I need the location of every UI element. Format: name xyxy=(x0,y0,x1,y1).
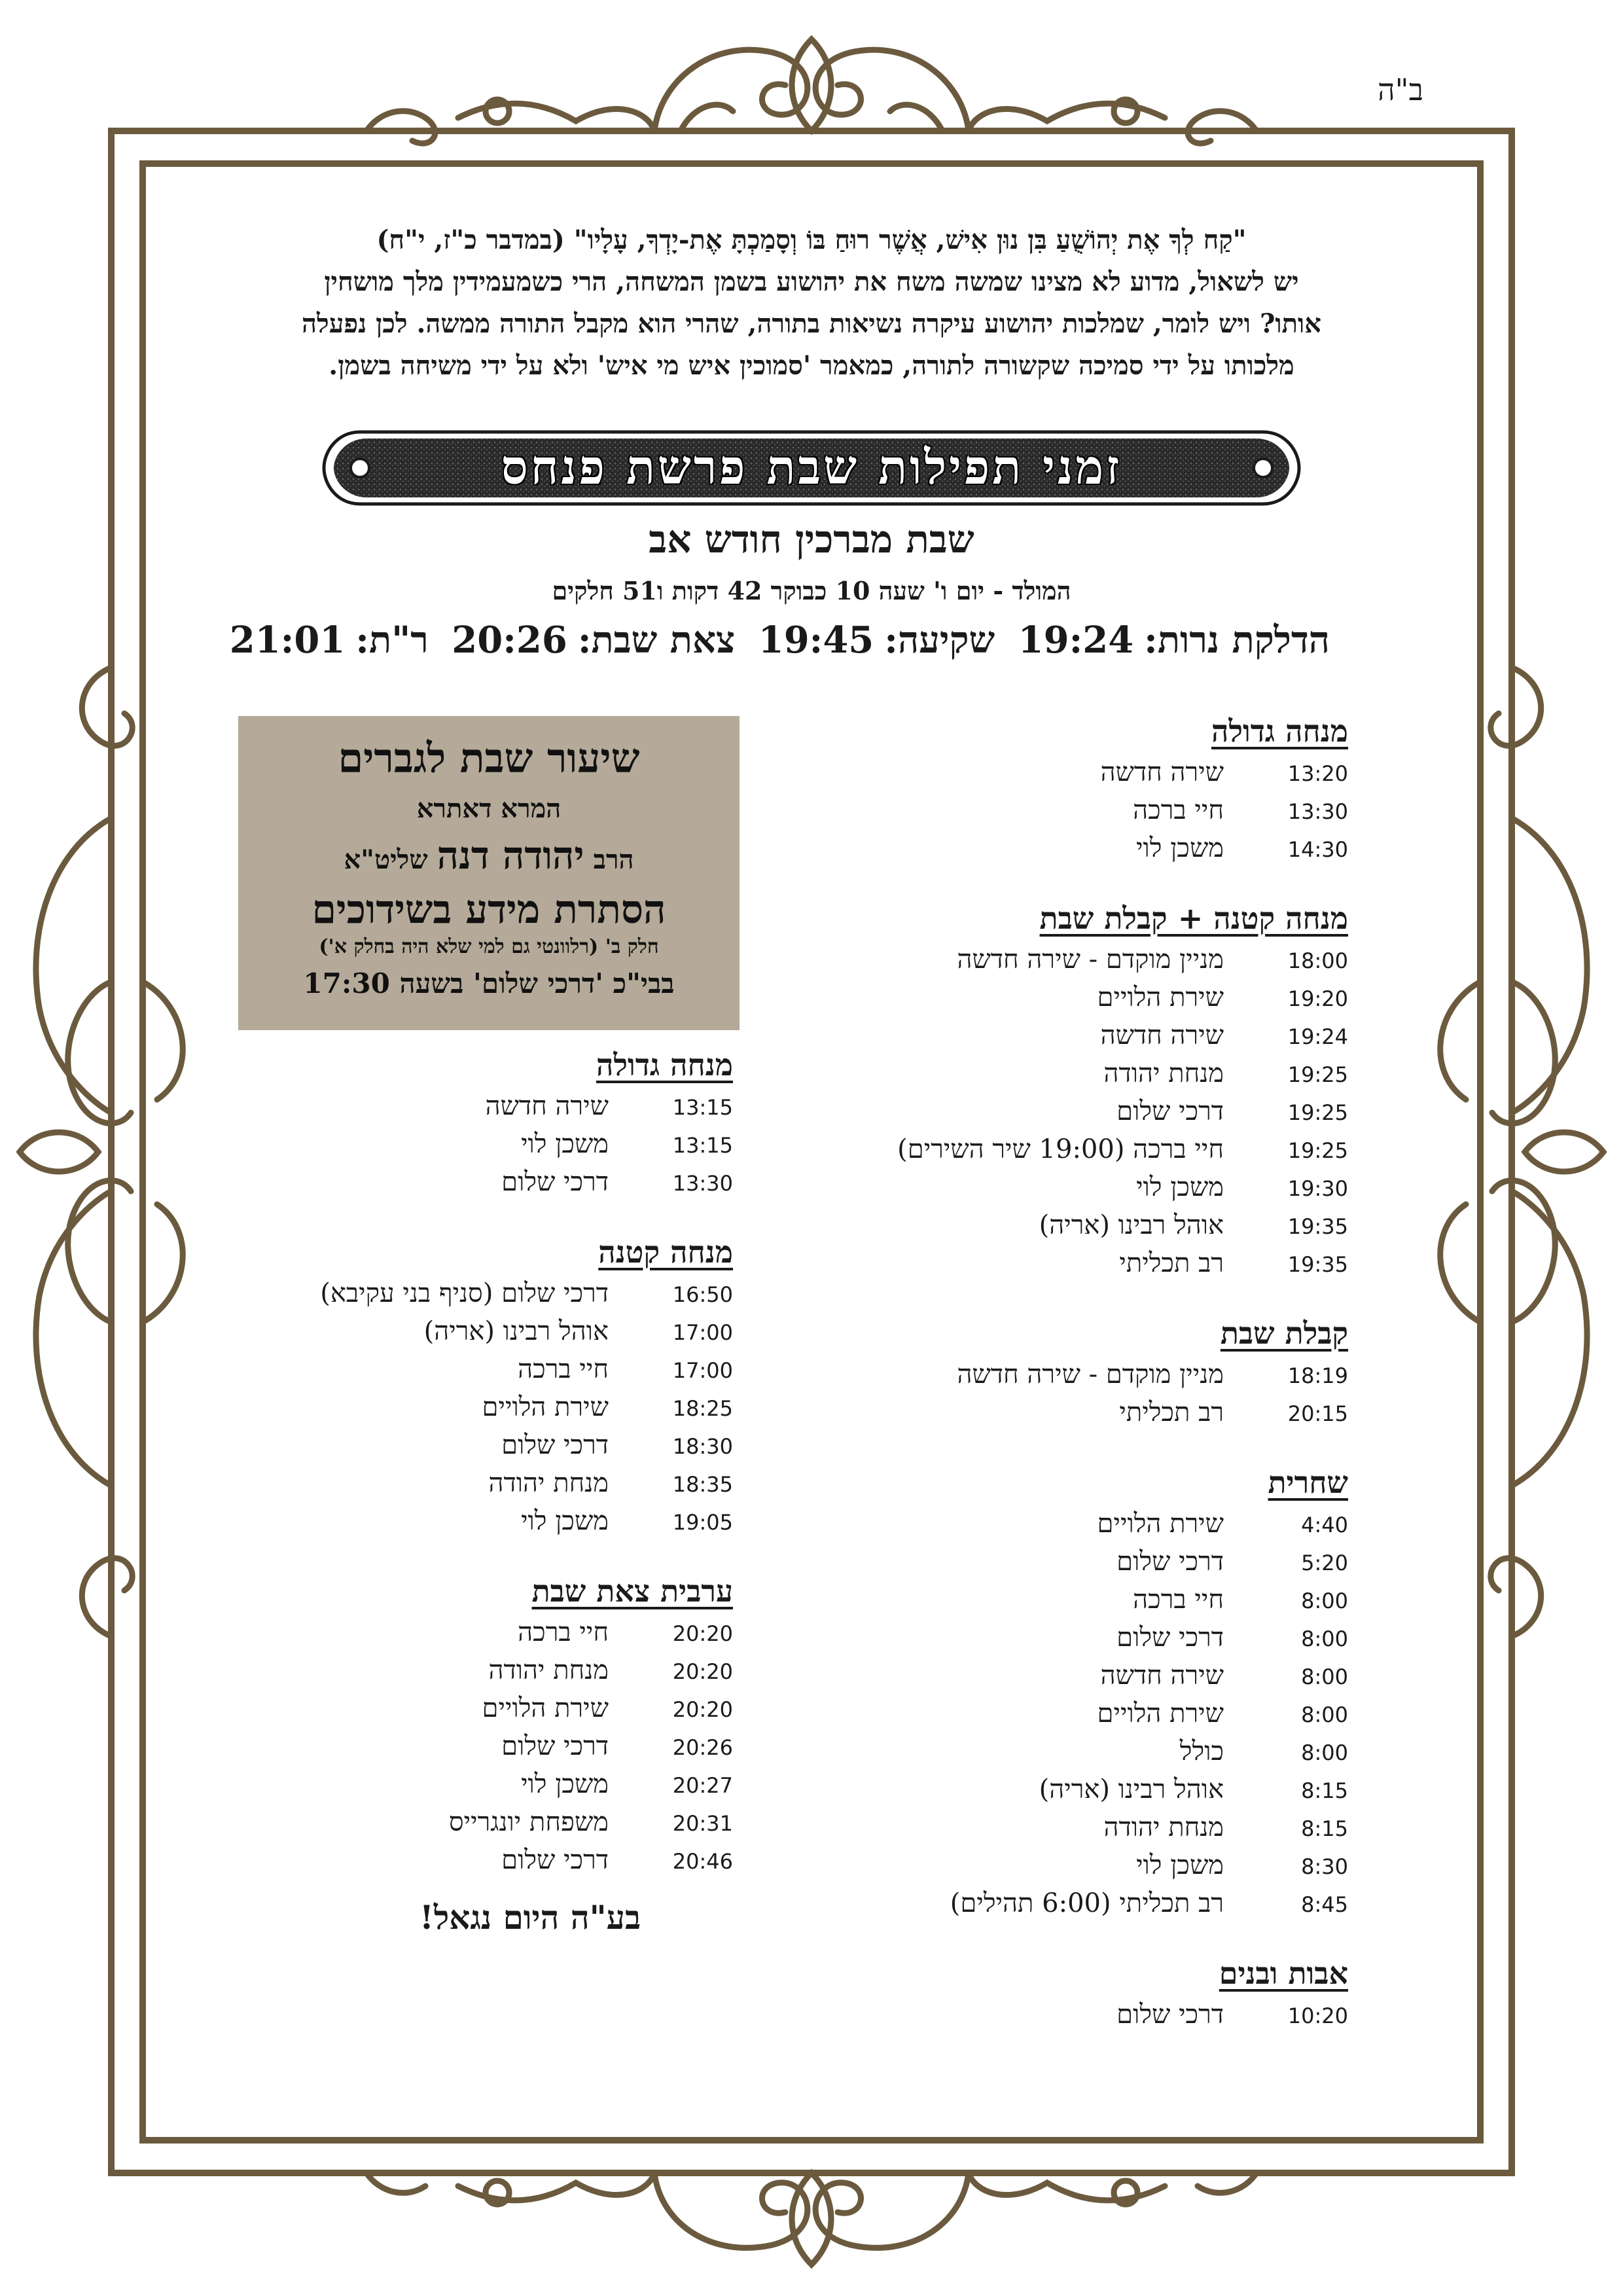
prayer-time: 16:50 xyxy=(672,1282,733,1307)
synagogue-name: דרכי שלום xyxy=(501,1167,609,1197)
prayer-time: 4:40 xyxy=(1301,1513,1348,1537)
synagogue-name: חיי ברכה (19:00 שיר השירים) xyxy=(897,1134,1224,1164)
schedule-row xyxy=(890,1622,1348,1660)
rabbi-prefix: הרב xyxy=(593,844,634,875)
prayer-time: 13:15 xyxy=(672,1095,733,1120)
synagogue-name: שירת הלויים xyxy=(482,1693,609,1723)
prayer-time: 8:00 xyxy=(1301,1664,1348,1689)
schedule-row xyxy=(890,1020,1348,1058)
prayer-time: 18:19 xyxy=(1287,1363,1348,1388)
synagogue-name: אוהל רבינו (אריה) xyxy=(423,1316,609,1346)
schedule-row xyxy=(890,1397,1348,1435)
schedule-row xyxy=(890,1210,1348,1247)
prayer-time: 19:24 xyxy=(1287,1024,1348,1049)
prayer-time: 20:20 xyxy=(672,1621,733,1646)
prayer-time: 19:35 xyxy=(1287,1214,1348,1239)
schedule-row xyxy=(890,1096,1348,1134)
synagogue-name: משכן לוי xyxy=(521,1769,609,1799)
prayer-time: 13:15 xyxy=(672,1133,733,1158)
prayer-time: 19:05 xyxy=(672,1510,733,1535)
shabbat-name: שבת מברכין חודש אב xyxy=(649,517,974,562)
schedule-row xyxy=(275,1090,733,1128)
prayer-time: 19:20 xyxy=(1287,986,1348,1011)
rt-time: 21:01 xyxy=(229,619,346,662)
intro-line: מלכותו על ידי סמיכה שקשורה לתורה, כמאמר 'סמוכין איש מי איש' ולא על ידי משיחה בשמן. xyxy=(329,350,1294,381)
molad-line: המולד - יום ו' שעה 10 כבוקר 42 דקות ו51 חלקים xyxy=(552,576,1071,605)
prayer-time: 20:20 xyxy=(672,1697,733,1722)
schedule-row xyxy=(890,944,1348,982)
section-title: שחרית xyxy=(1268,1465,1348,1500)
section-title: מנחה קטנה + קבלת שבת xyxy=(1039,901,1348,936)
schedule-row xyxy=(275,1806,733,1844)
section-title: מנחה גדולה xyxy=(596,1047,733,1083)
synagogue-name: מנחת יהודה xyxy=(488,1655,609,1685)
synagogue-name: מנחת יהודה xyxy=(488,1468,609,1498)
schedule-section xyxy=(275,1047,733,1204)
schedule-row xyxy=(890,1058,1348,1096)
schedule-row xyxy=(890,1888,1348,1926)
schedule-section xyxy=(890,1956,1348,2037)
schedule-row xyxy=(275,1429,733,1467)
schedule-row xyxy=(890,1584,1348,1622)
candle-label: הדלקת נרות: xyxy=(1144,619,1330,662)
synagogue-name: רב תכליתי xyxy=(1119,1397,1224,1427)
bh-header: ב"ה xyxy=(1378,72,1423,107)
prayer-time: 13:30 xyxy=(672,1171,733,1196)
prayer-time: 10:20 xyxy=(1287,2003,1348,2028)
synagogue-name: שירת הלויים xyxy=(1097,1698,1224,1729)
prayer-time: 18:00 xyxy=(1287,948,1348,973)
schedule-row xyxy=(275,1655,733,1693)
prayer-time: 8:00 xyxy=(1301,1702,1348,1727)
prayer-time: 19:35 xyxy=(1287,1252,1348,1277)
schedule-row xyxy=(275,1731,733,1768)
prayer-time: 20:26 xyxy=(672,1735,733,1760)
section-title: קבלת שבת xyxy=(1220,1316,1348,1351)
lecture-subtitle: המרא דאתרא xyxy=(416,793,562,824)
right-schedule-column xyxy=(890,713,1348,2037)
prayer-time: 8:30 xyxy=(1301,1854,1348,1879)
synagogue-name: כולל xyxy=(1179,1736,1224,1767)
synagogue-name: דרכי שלום (סניף בני עקיבא) xyxy=(320,1278,609,1308)
schedule-row xyxy=(890,833,1348,870)
synagogue-name: דרכי שלום xyxy=(1116,1096,1224,1126)
synagogue-name: שירה חדשה xyxy=(1100,1020,1224,1050)
schedule-section xyxy=(890,1316,1348,1435)
schedule-row xyxy=(890,1359,1348,1397)
synagogue-name: אוהל רבינו (אריה) xyxy=(1039,1210,1224,1240)
prayer-time: 8:00 xyxy=(1301,1626,1348,1651)
synagogue-name: מניין מוקדם - שירה חדשה xyxy=(957,944,1224,975)
synagogue-name: משכן לוי xyxy=(1136,833,1224,863)
synagogue-name: דרכי שלום xyxy=(1116,1623,1224,1653)
schedule-row xyxy=(890,1812,1348,1850)
prayer-time: 8:15 xyxy=(1301,1816,1348,1841)
prayer-time: 8:15 xyxy=(1301,1778,1348,1803)
schedule-row xyxy=(275,1693,733,1731)
schedule-row xyxy=(275,1354,733,1391)
schedule-row xyxy=(890,982,1348,1020)
schedule-row xyxy=(275,1617,733,1655)
rt-label: ר"ת: xyxy=(355,619,429,662)
synagogue-name: חיי ברכה xyxy=(1133,795,1224,825)
prayer-time: 8:00 xyxy=(1301,1588,1348,1613)
intro-line: "קַח לְךָ אֶת יְהוֹשֻׁעַ בִּן נוּן אִישׁ, אֲשֶׁר רוּחַ בּוֹ וְסָמַכְתָּ אֶת-יָדְךָ, עָלָיו" (במדבר כ"ז, י"ח) xyxy=(376,224,1247,255)
intro-line: אותו? ויש לומר, שמלכות יהושוע עיקרה נשיאות בתורה, שהרי הוא מקבל התורה ממשה. לכן נפעלה xyxy=(302,308,1321,339)
schedule-row xyxy=(890,1850,1348,1888)
sunset-time: 19:45 xyxy=(758,619,874,662)
prayer-time: 17:00 xyxy=(672,1358,733,1383)
schedule-row xyxy=(890,1999,1348,2037)
prayer-time: 20:20 xyxy=(672,1659,733,1684)
section-title: ערבית צאת שבת xyxy=(531,1573,733,1609)
synagogue-name: שירה חדשה xyxy=(485,1091,609,1121)
prayer-time: 20:15 xyxy=(1287,1401,1348,1426)
prayer-time: 20:46 xyxy=(672,1849,733,1874)
synagogue-name: מניין מוקדם - שירה חדשה xyxy=(957,1359,1224,1390)
prayer-time: 19:30 xyxy=(1287,1176,1348,1201)
prayer-time: 13:20 xyxy=(1287,761,1348,786)
lecture-box xyxy=(238,716,740,1030)
schedule-row xyxy=(275,1278,733,1316)
lecture-location: בבי"כ 'דרכי שלום' בשעה 17:30 xyxy=(303,967,675,999)
schedule-section xyxy=(890,1465,1348,1926)
schedule-row xyxy=(275,1844,733,1882)
schedule-row xyxy=(890,1736,1348,1774)
prayer-time: 8:00 xyxy=(1301,1740,1348,1765)
intro-line: יש לשאול, מדוע לא מצינו שמשה משח את יהושוע בשמן המשחה, הרי כשמעמידין מלך מושחין xyxy=(324,266,1299,297)
synagogue-name: חיי ברכה xyxy=(1133,1585,1224,1615)
schedule-section xyxy=(275,1573,733,1882)
synagogue-name: חיי ברכה xyxy=(518,1617,609,1647)
synagogue-name: דרכי שלום xyxy=(501,1430,609,1460)
synagogue-name: משפחת יונגרייס xyxy=(448,1807,609,1837)
prayer-time: 17:00 xyxy=(672,1320,733,1345)
synagogue-name: חיי ברכה xyxy=(518,1354,609,1384)
schedule-row xyxy=(275,1467,733,1505)
synagogue-name: מנחת יהודה xyxy=(1103,1812,1224,1842)
prayer-time: 5:20 xyxy=(1301,1551,1348,1575)
schedule-row xyxy=(275,1768,733,1806)
prayer-time: 19:25 xyxy=(1287,1062,1348,1087)
rabbi-name: יהודה דנה xyxy=(437,833,584,878)
rabbi-suffix: שליט"א xyxy=(344,844,428,875)
prayer-time: 19:25 xyxy=(1287,1138,1348,1163)
left-schedule-column xyxy=(275,1047,733,1882)
synagogue-name: משכן לוי xyxy=(1136,1172,1224,1202)
schedule-row xyxy=(890,1546,1348,1584)
synagogue-name: אוהל רבינו (אריה) xyxy=(1039,1774,1224,1804)
synagogue-name: דרכי שלום xyxy=(501,1845,609,1875)
synagogue-name: רב תכליתי xyxy=(1119,1248,1224,1278)
synagogue-name: שירה חדשה xyxy=(1100,1660,1224,1691)
closing-text: בע"ה היום נגאל! xyxy=(419,1898,641,1937)
lecture-rabbi xyxy=(238,833,740,878)
shabbat-times xyxy=(229,619,1335,662)
schedule-row xyxy=(275,1166,733,1204)
schedule-row xyxy=(890,1172,1348,1210)
title-banner xyxy=(321,425,1302,511)
schedule-section xyxy=(275,1234,733,1543)
candle-time: 19:24 xyxy=(1018,619,1134,662)
prayer-time: 19:25 xyxy=(1287,1100,1348,1125)
synagogue-name: דרכי שלום xyxy=(501,1731,609,1761)
synagogue-name: משכן לוי xyxy=(1136,1850,1224,1880)
schedule-row xyxy=(275,1391,733,1429)
prayer-time: 8:45 xyxy=(1301,1892,1348,1917)
prayer-time: 20:27 xyxy=(672,1773,733,1798)
schedule-row xyxy=(890,1134,1348,1172)
synagogue-name: שירת הלויים xyxy=(1097,982,1224,1013)
synagogue-name: משכן לוי xyxy=(521,1129,609,1159)
synagogue-name: שירה חדשה xyxy=(1100,757,1224,787)
synagogue-name: דרכי שלום xyxy=(1116,2000,1224,2030)
section-title: מנחה קטנה xyxy=(598,1234,733,1270)
schedule-row xyxy=(890,1247,1348,1285)
synagogue-name: שירת הלויים xyxy=(1097,1509,1224,1539)
prayer-time: 18:30 xyxy=(672,1434,733,1459)
schedule-row xyxy=(890,1698,1348,1736)
prayer-time: 18:25 xyxy=(672,1396,733,1421)
shabbat-end-time: 20:26 xyxy=(452,619,567,662)
section-title: מנחה גדולה xyxy=(1211,713,1348,749)
schedule-row xyxy=(890,795,1348,833)
schedule-row xyxy=(275,1505,733,1543)
schedule-row xyxy=(890,1774,1348,1812)
synagogue-name: שירת הלויים xyxy=(482,1392,609,1422)
prayer-time: 14:30 xyxy=(1287,837,1348,862)
banner-title: זמני תפילות שבת פרשת פנחס xyxy=(501,439,1122,495)
lecture-note: חלק ב' (רלוונטי גם למי שלא היה בחלק א') xyxy=(319,935,659,958)
synagogue-name: משכן לוי xyxy=(521,1506,609,1536)
prayer-time: 20:31 xyxy=(672,1811,733,1836)
prayer-time: 13:30 xyxy=(1287,799,1348,824)
lecture-title: שיעור שבת לגברים xyxy=(338,734,640,782)
synagogue-name: מנחת יהודה xyxy=(1103,1058,1224,1088)
section-title: אבות ובנים xyxy=(1219,1956,1348,1991)
schedule-row xyxy=(890,1660,1348,1698)
schedule-row xyxy=(275,1316,733,1354)
shabbat-end-label: צאת שבת: xyxy=(577,619,736,662)
intro-paragraph xyxy=(196,219,1427,387)
schedule-row xyxy=(890,757,1348,795)
schedule-section xyxy=(890,713,1348,870)
sunset-label: שקיעה: xyxy=(884,619,995,662)
schedule-row xyxy=(275,1128,733,1166)
schedule-row xyxy=(890,1508,1348,1546)
synagogue-name: רב תכליתי (6:00 תהילים) xyxy=(950,1888,1224,1918)
schedule-section xyxy=(890,901,1348,1285)
lecture-topic: הסתרת מידע בשידוכים xyxy=(312,887,666,933)
synagogue-name: דרכי שלום xyxy=(1116,1547,1224,1577)
prayer-time: 18:35 xyxy=(672,1472,733,1497)
